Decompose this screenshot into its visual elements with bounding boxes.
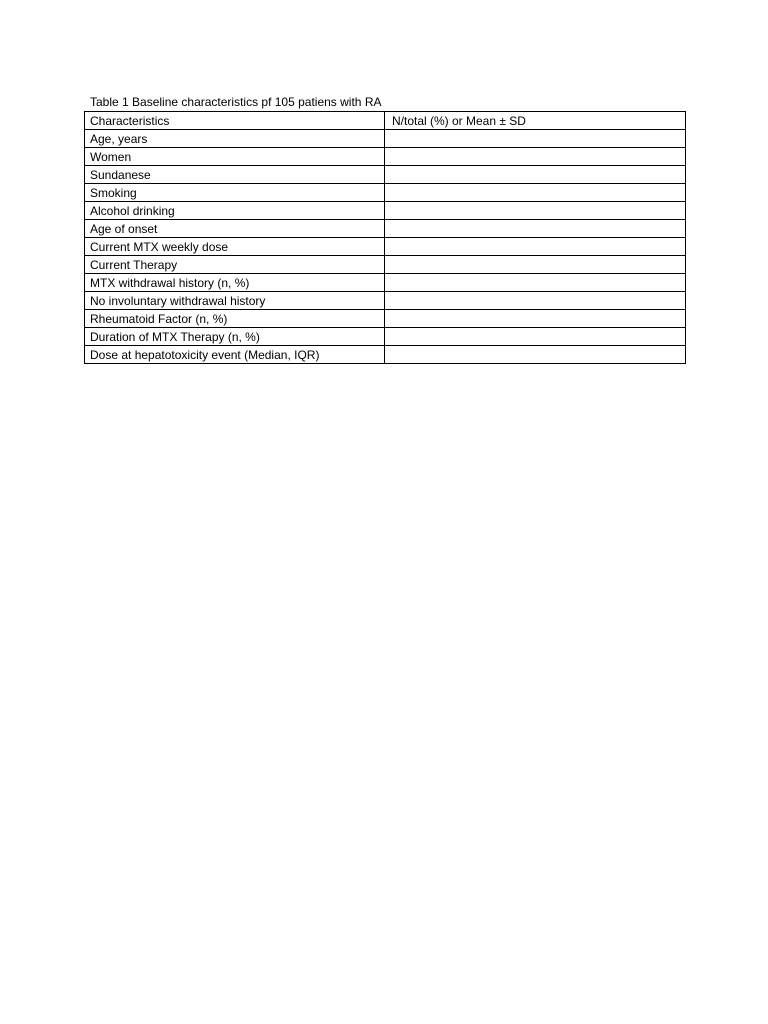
row-label: Dose at hepatotoxicity event (Median, IQR) [85,346,385,364]
table-row [85,274,686,292]
row-label: Sundanese [85,166,385,184]
row-value [385,346,686,364]
table-row [85,238,686,256]
table-row [85,256,686,274]
row-label: Smoking [85,184,385,202]
column-header-characteristics: Characteristics [85,112,385,130]
table-header-row [85,112,686,130]
column-header-value: N/total (%) or Mean ± SD [385,112,686,130]
row-value [385,202,686,220]
table-row [85,130,686,148]
table-row [85,292,686,310]
row-label: Current MTX weekly dose [85,238,385,256]
table-row [85,220,686,238]
row-label: MTX withdrawal history (n, %) [85,274,385,292]
row-label: No involuntary withdrawal history [85,292,385,310]
row-value [385,292,686,310]
row-value [385,148,686,166]
row-value [385,130,686,148]
table-row [85,202,686,220]
row-value [385,184,686,202]
row-value [385,256,686,274]
row-value [385,310,686,328]
row-value [385,166,686,184]
table-row [85,346,686,364]
row-label: Women [85,148,385,166]
baseline-characteristics-table [84,111,686,364]
row-value [385,328,686,346]
row-label: Duration of MTX Therapy (n, %) [85,328,385,346]
table-row [85,166,686,184]
row-label: Current Therapy [85,256,385,274]
row-value [385,274,686,292]
table-caption: Table 1 Baseline characteristics pf 105 patiens with RA [90,95,382,109]
table-row [85,148,686,166]
table-row [85,328,686,346]
row-label: Alcohol drinking [85,202,385,220]
row-value [385,238,686,256]
row-label: Age, years [85,130,385,148]
row-label: Rheumatoid Factor (n, %) [85,310,385,328]
row-label: Age of onset [85,220,385,238]
row-value [385,220,686,238]
table-row [85,184,686,202]
table-row [85,310,686,328]
